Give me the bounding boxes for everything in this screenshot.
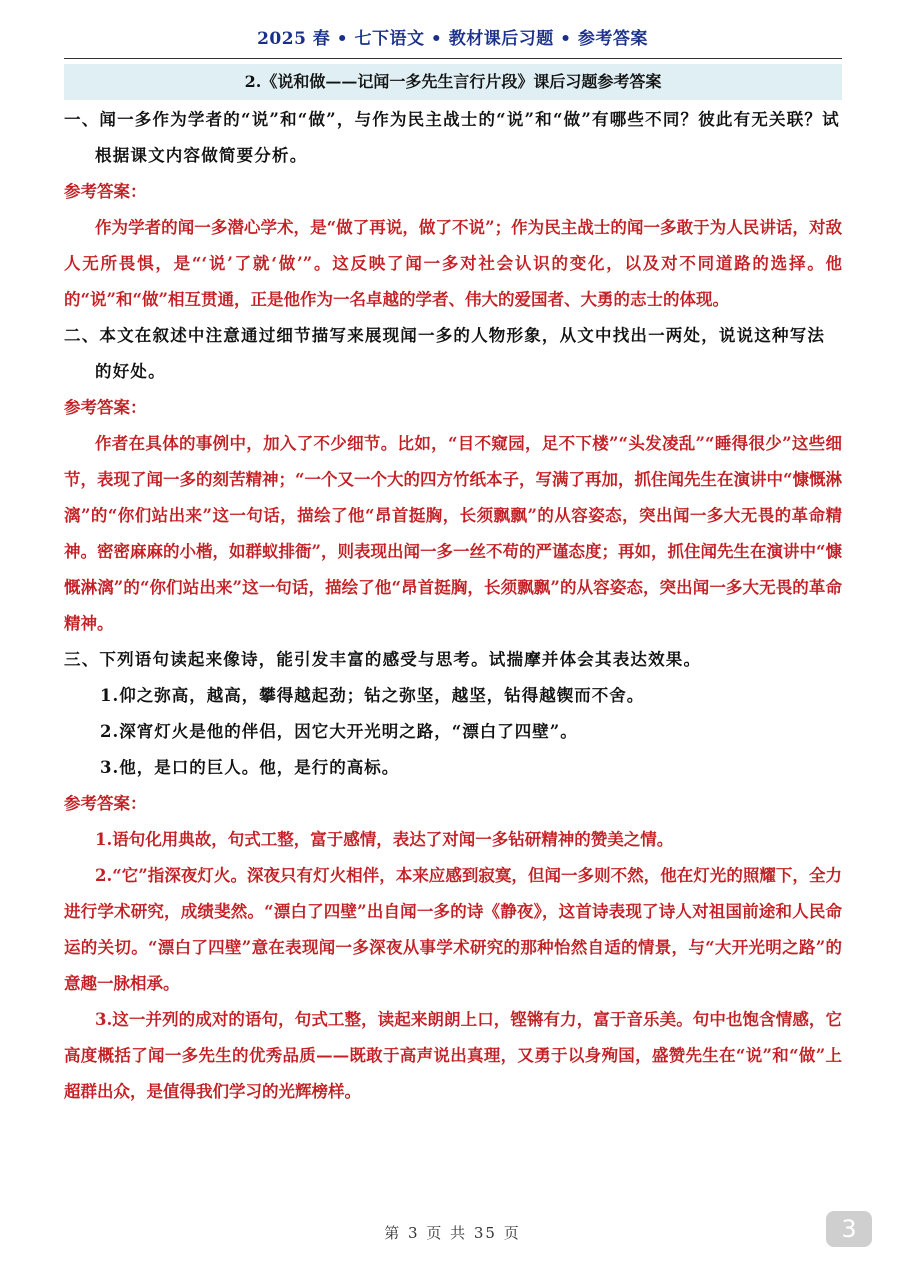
question-text: 二、本文在叙述中注意通过细节描写来展现闻一多的人物形象，从文中找出一两处，说说这种写法的好处。 (64, 326, 826, 381)
page-number-footer: 第 3 页 共 35 页 (384, 1224, 521, 1242)
question-block-1 (64, 102, 842, 318)
answer-paragraph-1: 1.语句化用典故，句式工整，富于感情，表达了对闻一多钻研精神的赞美之情。 (95, 830, 674, 849)
document-body (64, 102, 842, 1110)
answer-label: 参考答案： (64, 182, 147, 201)
answer-paragraph-2: 2.“它”指深夜灯火。深夜只有灯火相伴，本来应感到寂寞，但闻一多则不然，他在灯光的照耀下，全力进行学术研究，成绩斐然。“漂白了四壁”出自闻一多的诗《静夜》，这首诗表现了诗人对祖国前途和人民命运的关切。“漂白了四壁”意在表现闻一多深夜从事学术研究的那种怡然自适的情景，与“大开光明之路”的意趣一脉相承。 (64, 866, 842, 993)
question-block-2 (64, 318, 842, 642)
sentence-item-1: 1.仰之弥高，越高，攀得越起劲；钻之弥坚，越坚，钻得越锲而不舍。 (100, 686, 645, 705)
answer-paragraph: 作为学者的闻一多潜心学术，是“做了再说，做了不说”；作为民主战士的闻一多敢于为人民讲话，对敌人无所畏惧，是“‘说’了就‘做’”。这反映了闻一多对社会认识的变化，以及对不同道路的选择。他的“说”和“做”相互贯通，正是他作为一名卓越的学者、伟大的爱国者、大勇的志士的体现。 (64, 218, 842, 309)
document-header-title: 2025 春 • 七下语文 • 教材课后习题 • 参考答案 (257, 29, 648, 49)
header-divider (64, 58, 842, 59)
answer-label: 参考答案： (64, 794, 147, 813)
sentence-item-3: 3.他，是口的巨人。他，是行的高标。 (100, 758, 400, 777)
question-text: 一、闻一多作为学者的“说”和“做”，与作为民主战士的“说”和“做”有哪些不同？彼此有无关联？试根据课文内容做简要分析。 (64, 110, 840, 165)
page-indicator-badge: 3 (826, 1211, 872, 1247)
answer-label: 参考答案： (64, 398, 147, 417)
answer-paragraph: 作者在具体的事例中，加入了不少细节。比如，“目不窥园，足不下楼”“头发凌乱”“睡得很少”这些细节，表现了闻一多的刻苦精神；“一个又一个大的四方竹纸本子，写满了再加，抓住闻先生在演讲中“慷慨淋漓”的“你们站出来”这一句话，描绘了他“昂首挺胸，长须飘飘”的从容姿态，突出闻一多大无畏的革命精神。密密麻麻的小楷，如群蚁排衙”，则表现出闻一多一丝不苟的严谨态度；再如，抓住闻先生在演讲中“慷慨淋漓”的“你们站出来”这一句话，描绘了他“昂首挺胸，长须飘飘”的从容姿态，突出闻一多大无畏的革命精神。 (64, 434, 842, 633)
sentence-item-2: 2.深宵灯火是他的伴侣，因它大开光明之路，“漂白了四壁”。 (100, 722, 578, 741)
answer-paragraph-3: 3.这一并列的成对的语句，句式工整，读起来朗朗上口，铿锵有力，富于音乐美。句中也饱含情感，它高度概括了闻一多先生的优秀品质——既敢于高声说出真理，又勇于以身殉国，盛赞先生在“说”和“做”上超群出众，是值得我们学习的光辉榜样。 (64, 1010, 842, 1101)
question-text: 三、下列语句读起来像诗，能引发丰富的感受与思考。试揣摩并体会其表达效果。 (64, 650, 702, 669)
question-block-3 (64, 642, 842, 1110)
section-title-banner: 2.《说和做——记闻一多先生言行片段》课后习题参考答案 (64, 64, 842, 100)
